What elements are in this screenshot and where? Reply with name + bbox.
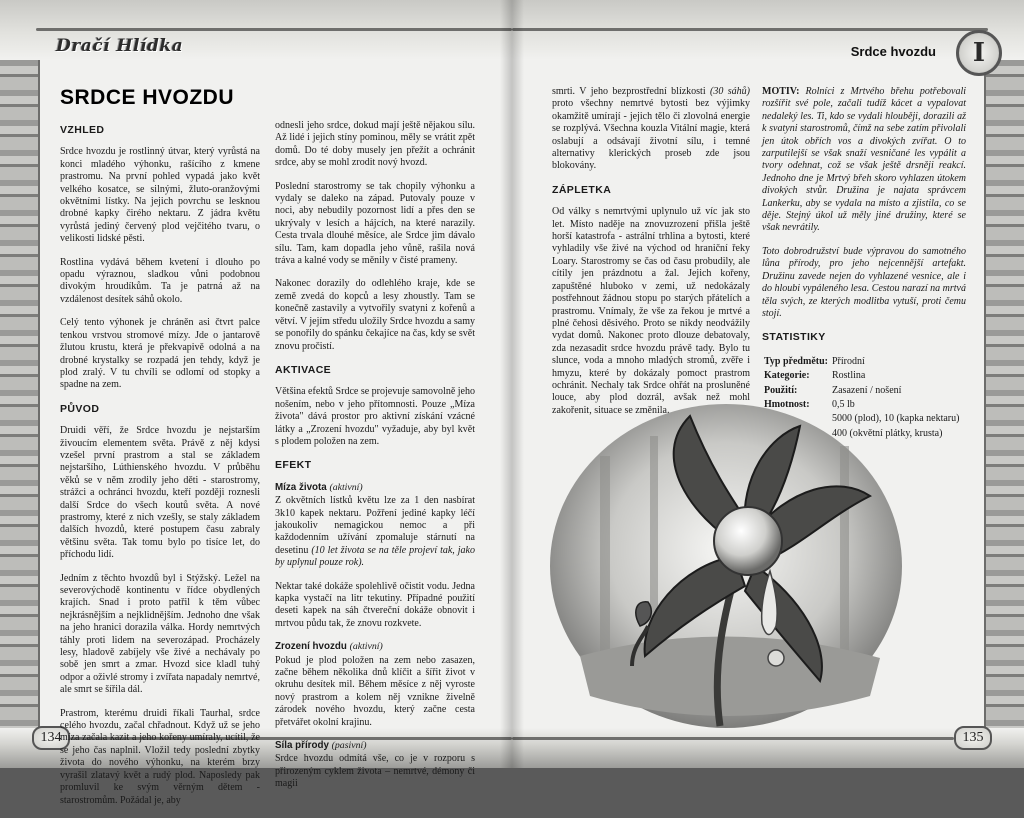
left-frame-ornament — [0, 60, 40, 728]
bottom-ornament — [512, 728, 1024, 768]
paragraph: Od války s nemrtvými uplynulo už víc jak sto let. Místo naděje na znovuzrození přišla ještě horší katastrofa - astrální trhlina a bytosti, které vyhladily vše živé na východ od hraniční řeky Loary. Starostromy se čas od času probudily, ale cítily jen prázdnotu a žal. Jejich kořeny, zapuštěné hluboko v zemi, už nedokázaly postřehnout žádnou stopu po starých přátelích a prastromu. Vnímaly, že vše za řekou je mrtvé a plné čehosi děsivého. Proto se nikdy neodvážily vydat domů. Nakonec proto dlouze debatovaly, zda nezasadit srdce hvozdu právě tady. Bylo tu slunce, voda a mnoho mladých stromů, zvěře i hmyzu, které by dokázaly pomoct prastrom ochránit. Nechaly tak Srdce ohřát na prosluněné louce, aby plod dozrál, avšak než mohl zakořenit, situace se změnila. — [552, 206, 750, 416]
paragraph: Toto dobrodružství bude výpravou do samotného lůna přírody, pro jeho nejcennější artefakt. Družinu zavede nejen do vyhlazené vesnice, ale i do hloubi vypáleného lesa. Cestou narazí na mrtvá těla svých, ze kterých modlitba vytuší, proti čemu stojí. — [762, 245, 966, 319]
stat-key: Typ předmětu: — [764, 355, 828, 367]
paragraph: Z okvětních lístků květu lze za 1 den nasbírat 3k10 kapek nektaru. Požření jediné kapky léčí jakoukoliv nemagickou nemoc a při každodenním užívání zpomaluje stárnutí na desetinu (10 let života se na těle projeví tak, jako by uplynul pouze rok). — [275, 495, 475, 569]
paragraph: Nakonec dorazily do odlehlého kraje, kde se země zvedá do kopců a lesy zhoustly. Tam se konečně zastavily a vytvořily svatyni z kořenů a větví. V jejím středu uložily Srdce hvozdu a samy se ponořily do spánku čekajíce na čas, kdy se svět znovu pročistí. — [275, 278, 475, 352]
right-frame-ornament — [984, 60, 1024, 728]
paragraph: Pokud je plod položen na zem nebo zasazen, začne během několika dnů klíčit a šířit život v okruhu desítek mil. Během měsíce z něj vyroste nový prastrom a kolem něj vznikne živelně zárodek nového hvozdu, který začne cesta přetvářet okolní krajinu. — [275, 654, 475, 728]
paragraph: Poslední starostromy se tak chopily výhonku a vydaly se daleko na západ. Putovaly pouze v noci, aby nebudily pozornost lidí a přes den se ukrývaly v lesích a hájcích, na které narazily. Cesta trvala dlouhé měsíce, ale Srdce jim dávalo sílu. Tam, kam dopadla jeho vůně, rašila nová tráva a kalné vody se měnily v čisté prameny. — [275, 180, 475, 267]
subheading-zrozeni-hvozdu: Zrození hvozdu (aktivní) — [275, 641, 383, 653]
stat-row — [764, 356, 959, 368]
stat-key: Použití: — [764, 384, 798, 396]
chapter-badge: I — [956, 30, 1002, 76]
top-vine — [36, 28, 512, 31]
heading-efekt: EFEKT — [275, 459, 312, 472]
heading-puvod: PŮVOD — [60, 402, 100, 415]
paragraph: Jedním z těchto hvozdů byl i Stýžský. Ležel na severovýchodě kontinentu v řídce obydlených krajích. Snad i proto patřil k těm vůbec nejkrásnějším a nejklidnějším. Jednoho dne však na jeho hranici dorazila válka. Hordy nemrtvých táhly proti lidem na severozápad. Procházely lesy, hladově zabíjely vše živé a nechávaly po sobě jen smrt a zmar. Hvozd sice kladl tuhý odpor a oživlé stromy i zvířata napadaly nemrtvé, ale smrt se šířila dál. — [60, 572, 260, 696]
heading-statistiky: STATISTIKY — [762, 331, 826, 344]
stat-row — [764, 370, 959, 382]
left-page — [0, 0, 512, 806]
page-number-right: 135 — [954, 726, 992, 750]
paragraph: Celý tento výhonek je chráněn asi čtvrt palce tenkou vrstvou stromové mízy. Jde o jantarově žlutou krustu, která je překvapivě odolná a na drobné krystalky se rozpadá jen tehdy, když je plod zralý. V tu chvíli se odlomí od stopky a spadne na zem. — [60, 317, 260, 391]
paragraph: Druidi věří, že Srdce hvozdu je nejstarším živoucím elementem světa. Právě z něj kdysi vzešel první prastrom a stal se základem nejstaršího, Lúthienského hvozdu. V průběhu věků se v něm zrodily jeho děti - starostromy, strážci a ochránci hvozdu, kteří později roznesli další Srdce do všech koutů světa. A nové prastromy, které z nich vzešly, se staly základem dalších hvozdů, které postupem času zabraly většinu světa. Tak tomu bylo po tisíce let, do příchodu lidí. — [60, 425, 260, 561]
magic-flower-illustration — [540, 396, 928, 732]
running-title: Srdce hvozdu — [850, 44, 936, 59]
paragraph: Rostlina vydává během kvetení i dlouho po opadu výraznou, sladkou vůni podobnou divokým hroudíkům. Ta je patrná až na vzdálenost desítek sáhů okolo. — [60, 256, 260, 305]
subheading-miza-zivota: Míza života (aktivní) — [275, 481, 363, 493]
stat-value: Zasazení / nošení — [832, 384, 902, 396]
left-column-1 — [60, 120, 260, 818]
heading-vzhled: VZHLED — [60, 124, 105, 136]
subheading-sila-prirody: Síla přírody (pasivní) — [275, 740, 367, 752]
stat-key: Kategorie: — [764, 370, 810, 382]
paragraph: Srdce hvozdu odmítá vše, co je v rozporu s přirozeným cyklem života – nemrtvé, démony či magii — [275, 753, 475, 790]
stat-value: 5000 (plod), 10 (kapka nektaru) — [832, 413, 960, 425]
left-column-2 — [275, 120, 475, 802]
paragraph: odnesli jeho srdce, dokud mají ještě nějakou sílu. Až lidé i jejich stíny pominou, měly se vrátit zpět domů. Do té doby musely jen přežít a ochránit srdce, aby se mohl zrodit nový hvozd. — [275, 120, 475, 169]
stat-value: Přírodní — [832, 355, 865, 367]
heading-zapletka: ZÁPLETKA — [552, 183, 612, 196]
paragraph: Srdce hvozdu je rostlinný útvar, který vyrůstá na konci mladého výhonku, rašícího z kmene prastromu. Na první pohled vypadá jako květ velkého kosatce, se silnými, žluto-oranžovými okvětními lístky. Na jejich povrchu se lesknou drobné kapky čirého nektaru. Z jádra květu vyrůstá jediný červený plod vejčitého tvaru, o velikosti lidské pěsti. — [60, 146, 260, 245]
right-column-2 — [762, 86, 966, 442]
bottom-vine — [512, 737, 954, 740]
stat-key: Hmotnost: — [764, 398, 810, 410]
paragraph: Prastrom, kterému druidi říkali Taurhal, srdce celého hvozdu, začal chřadnout. Když už se jeho míza začala kazit a jeho kořeny umíraly, ucítil, že se jeho čas naplnil. Vložil tedy poslední zbytky života do nového výhonku, na kterém brzy vyrašil zlatavý květ a rudý plod. Naposledy pak promluvil ke svým věrným dětem - starostromům. Požádal je, aby — [60, 707, 260, 806]
stat-value: 0,5 lb — [832, 398, 855, 410]
heading-aktivace: AKTIVACE — [275, 363, 332, 376]
stat-value: Rostlina — [832, 370, 866, 382]
paragraph: Většina efektů Srdce se projevuje samovolně jeho nošením, nebo v jeho přítomnosti. Pouze „Míza života" dává prostor pro aktivní získání vzácné látky a „Zrození hvozdu" vyžaduje, aby byl květ s plodem položen na zem. — [275, 386, 475, 447]
paragraph: smrti. V jeho bezprostřední blízkosti (30 sáhů) proto všechny nemrtvé bytosti bez výjimky okamžitě umírají - jejich tělo či zlovolná energie se rozplývá. Všechna kouzla Vitální magie, která oslabují a odsávají životní sílu, i temné alternativy klerických proseb zde jsou blokovány. — [552, 86, 750, 172]
page-number-left: 134 — [32, 726, 70, 750]
page-title: SRDCE HVOZDU — [60, 86, 235, 109]
motiv-paragraph: MOTIV: Rolníci z Mrtvého břehu potřebovali rozšířit své pole, začali tudíž kácet a vypalovat nedaleký les. Ti, kdo se vydali hlouběji, dorazili až k svatyni starostromů, čímž na sebe zatím přivolali jen útok obřích vos a divokých zvířat. O to zarputilejší se však snaží vesničané les vypálit a tvory odehnat, což se však ještě drsněji reakcí. Jednoho dne je Mrtvý břeh skoro vyhlazen útokem divokých stvůr. Družina je najata správcem Lankerku, aby se vydala na místo a zjistila, co se děje. Stejný úkol už měly jiné družiny, které se však nevrátily. — [762, 86, 967, 234]
paragraph: Nektar také dokáže spolehlivě očistit vodu. Jedna kapka vystačí na litr tekutiny. Případné použití deseti kapek na sáh čtvereční dokáže obnovit i mrtvou půdu tak, že znovu rozkvete. — [275, 580, 475, 629]
stat-value: 400 (okvětní plátky, krusta) — [832, 427, 943, 439]
book-logo: Dračí Hlídka — [56, 36, 184, 56]
right-column-1 — [552, 86, 750, 428]
top-vine — [512, 28, 988, 31]
